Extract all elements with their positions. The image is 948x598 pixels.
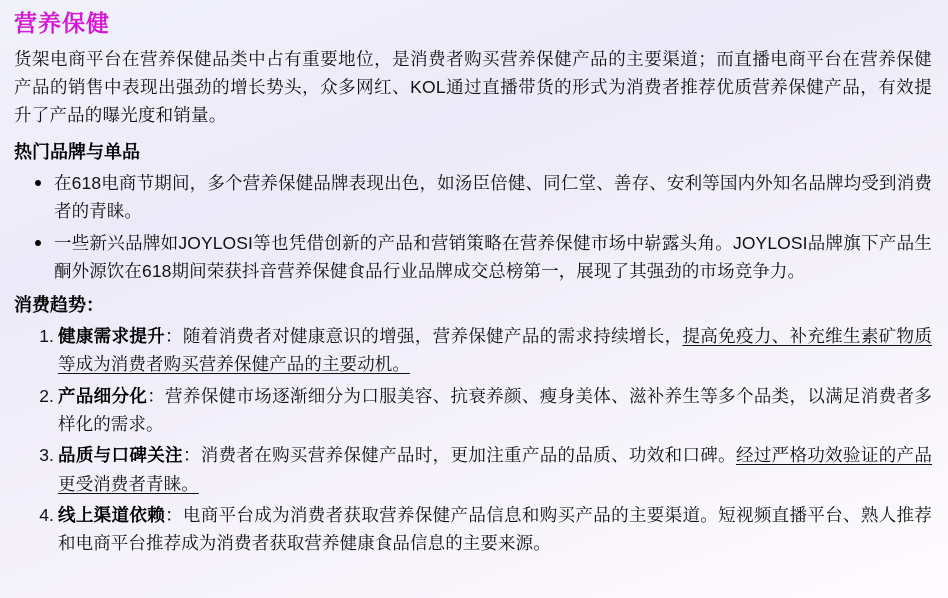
section-heading-brands: 热门品牌与单品 xyxy=(14,141,140,162)
list-item xyxy=(58,322,932,379)
list-item-text: ：随着消费者对健康意识的增强，营养保健产品的需求持续增长， xyxy=(165,326,683,346)
list-item-lead: 品质与口碑关注 xyxy=(58,445,183,466)
page-title: 营养保健 xyxy=(14,10,110,36)
list-item-lead: 产品细分化 xyxy=(58,385,148,406)
list-item xyxy=(58,501,932,558)
list-item-text: ：电商平台成为消费者获取营养保健产品信息和购买产品的主要渠道。短视频直播平台、熟人推荐和电商平台推荐成为消费者获取营养健康食品信息的主要来源。 xyxy=(58,505,933,554)
list-item-text: ：营养保健市场逐渐细分为口服美容、抗衰养颜、瘦身美体、滋补养生等多个品类，以满足消费者多样化的需求。 xyxy=(58,385,933,435)
brand-bullet-list xyxy=(14,169,932,285)
list-item-underlined: 提高免疫力、补充维生素矿物质等成为消费者购买营养保健产品的主要动机。 xyxy=(58,326,932,375)
list-item-lead: 健康需求提升 xyxy=(58,326,166,346)
list-item: 在618电商节期间，多个营养保健品牌表现出色，如汤臣倍健、同仁堂、善存、安利等国内外知名品牌均受到消费者的青睐。 xyxy=(54,169,932,225)
trend-numbered-list xyxy=(14,322,932,558)
list-item-underlined: 经过严格功效验证的产品更受消费者青睐。 xyxy=(58,445,932,494)
list-item-lead: 线上渠道依赖 xyxy=(58,505,166,526)
section-heading-trends: 消费趋势： xyxy=(14,294,104,315)
list-item: 一些新兴品牌如JOYLOSI等也凭借创新的产品和营销策略在营养保健市场中崭露头角。JOYLOSI品牌旗下产品生酮外源饮在618期间荣获抖音营养保健食品行业品牌成交总榜第一，展现了其强劲的市场竞争力。 xyxy=(54,229,932,285)
list-item-text: ：消费者在购买营养保健产品时，更加注重产品的品质、功效和口碑。 xyxy=(182,445,736,466)
intro-paragraph: 货架电商平台在营养保健品类中占有重要地位，是消费者购买营养保健产品的主要渠道；而直播电商平台在营养保健产品的销售中表现出强劲的增长势头，众多网红、KOL通过直播带货的形式为消费者推荐优质营养保健产品，有效提升了产品的曝光度和销量。 xyxy=(14,48,932,126)
list-item xyxy=(58,382,932,439)
list-item xyxy=(58,441,932,498)
